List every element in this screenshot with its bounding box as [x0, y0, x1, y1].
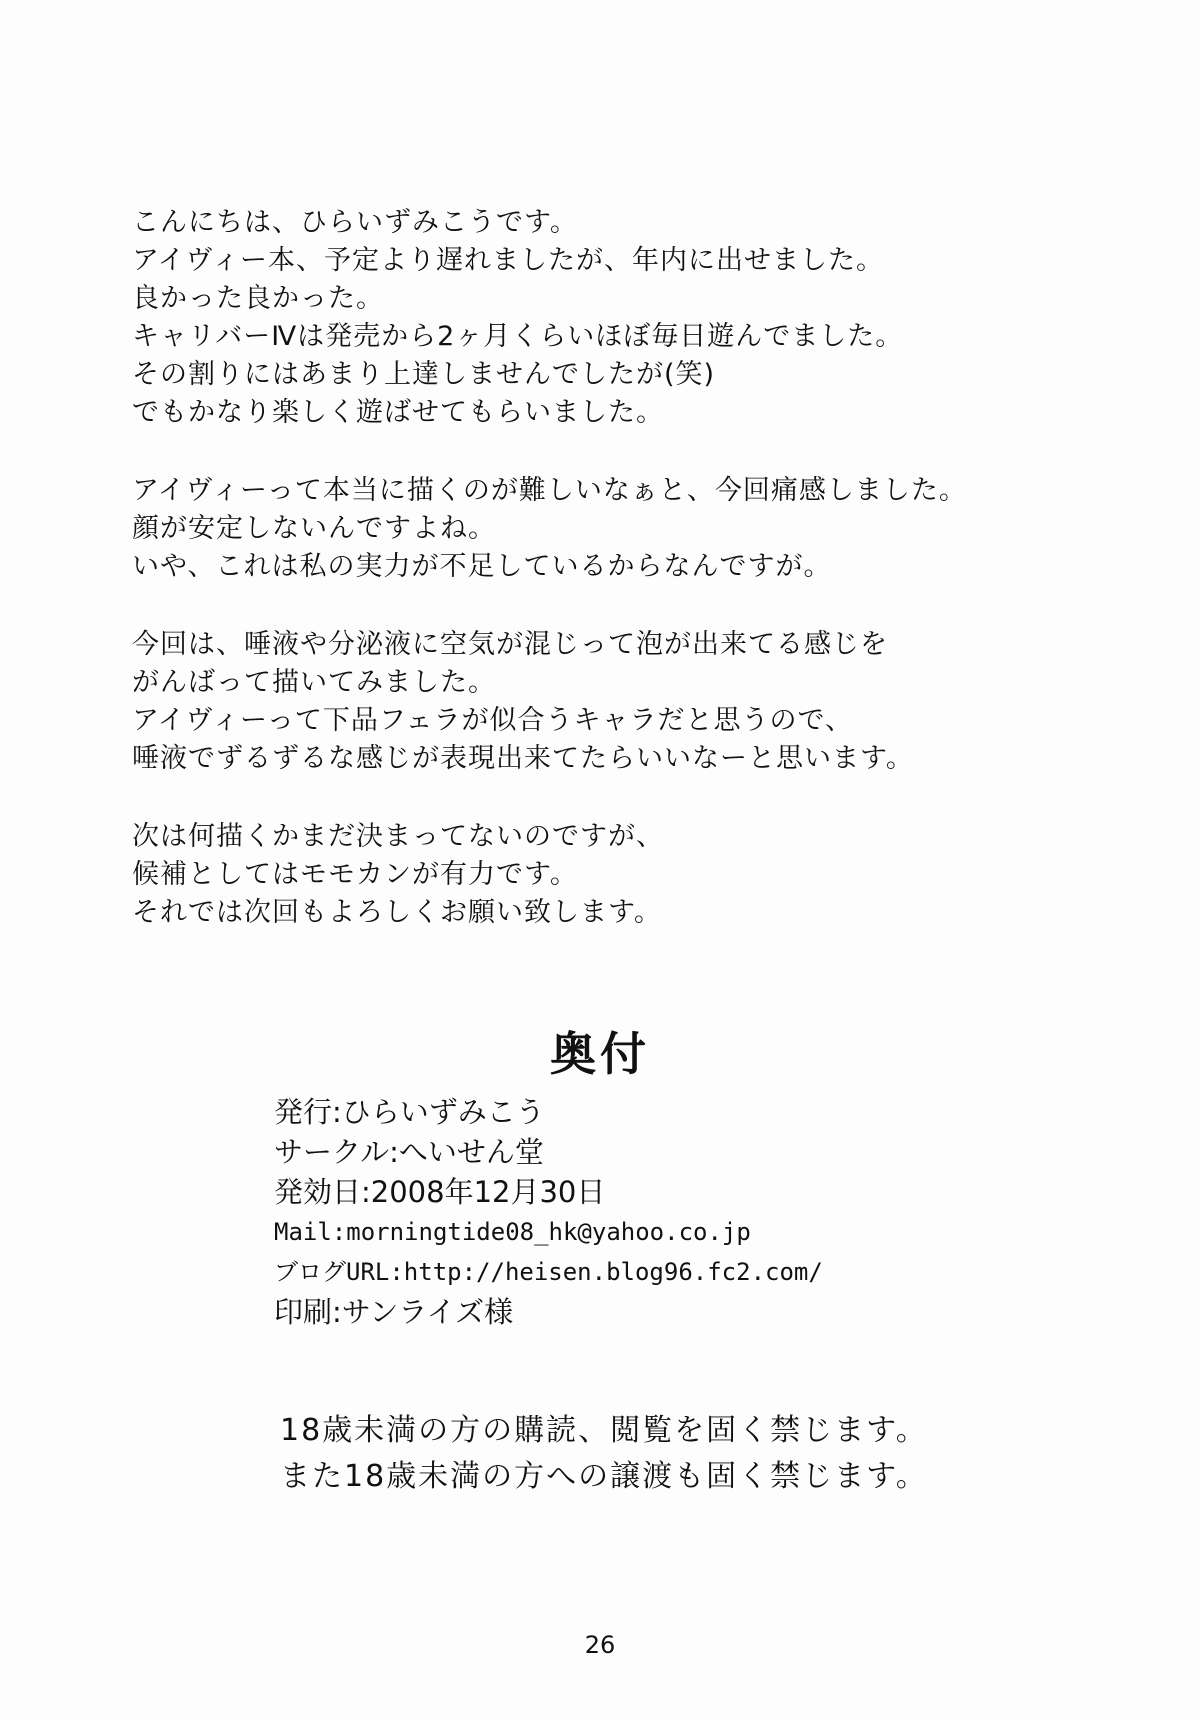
colophon: [274, 1092, 1074, 1332]
notice-line: 18歳未満の方の購読、閲覧を固く禁じます。: [280, 1413, 928, 1448]
notice-line: また18歳未満の方への譲渡も固く禁じます。: [280, 1459, 928, 1494]
afterword-line: いや、これは私の実力が不足しているからなんですが。: [132, 551, 832, 582]
colophon-printer: 印刷:サンライズ様: [274, 1295, 514, 1329]
colophon-mail: Mail:morningtide08_hk@yahoo.co.jp: [274, 1218, 751, 1246]
afterword-paragraph: [132, 626, 1092, 778]
afterword-line: アイヴィーって本当に描くのが難しいなぁと、今回痛感しました。: [132, 475, 967, 506]
afterword-line: キャリバーⅣは発売から2ヶ月くらいほぼ毎日遊んでました。: [132, 321, 904, 352]
afterword-line: アイヴィー本、予定より遅れましたが、年内に出せました。: [132, 245, 884, 276]
afterword-line: その割りにはあまり上達しませんでしたが(笑): [132, 359, 716, 390]
colophon-title: 奥付: [550, 1027, 650, 1081]
colophon-date: 発効日:2008年12月30日: [274, 1175, 606, 1209]
colophon-circle: サークル:へいせん堂: [274, 1135, 544, 1169]
colophon-blog: ブログURL:http://heisen.blog96.fc2.com/: [274, 1258, 823, 1286]
afterword-line: がんばって描いてみました。: [132, 667, 496, 698]
afterword-paragraph: [132, 204, 1092, 432]
afterword-line: アイヴィーって下品フェラが似合うキャラだと思うので、: [132, 705, 853, 736]
afterword: [132, 204, 1092, 972]
afterword-line: 唾液でずるずるな感じが表現出来てたらいいなーと思います。: [132, 743, 914, 774]
age-restriction-notice: [280, 1408, 1140, 1500]
afterword-line: 良かった良かった。: [132, 283, 384, 314]
afterword-line: 候補としてはモモカンが有力です。: [132, 859, 578, 890]
colophon-publisher: 発行:ひらいずみこう: [274, 1095, 545, 1129]
page-number: 26: [584, 1631, 616, 1659]
afterword-line: 次は何描くかまだ決まってないのですが、: [132, 821, 664, 852]
afterword-paragraph: [132, 472, 1092, 586]
afterword-line: それでは次回もよろしくお願い致します。: [132, 897, 662, 928]
afterword-line: こんにちは、ひらいずみこうです。: [132, 207, 578, 238]
afterword-paragraph: [132, 818, 1092, 932]
afterword-line: でもかなり楽しく遊ばせてもらいました。: [132, 397, 664, 428]
afterword-line: 今回は、唾液や分泌液に空気が混じって泡が出来てる感じを: [132, 629, 888, 660]
afterword-line: 顔が安定しないんですよね。: [132, 513, 496, 544]
